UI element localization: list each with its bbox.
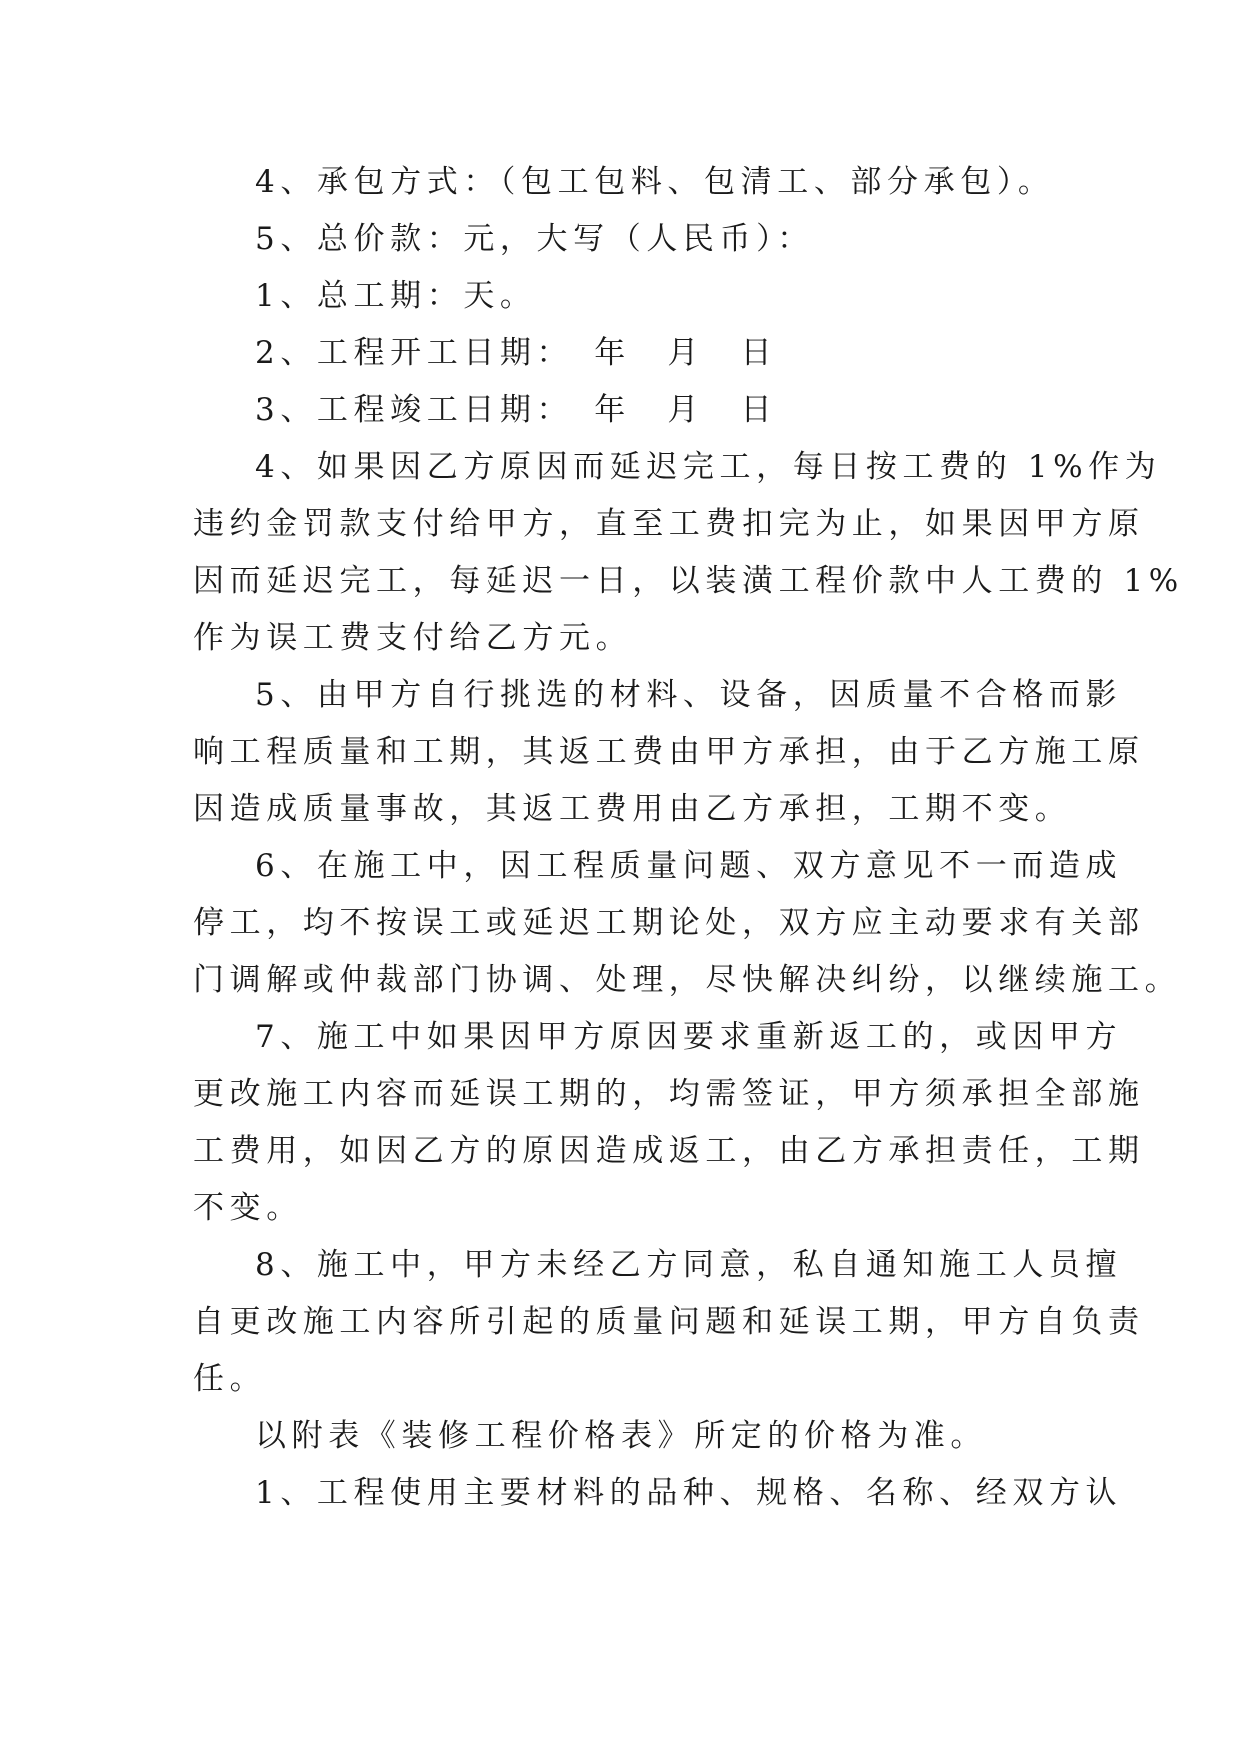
text-line: 停工，均不按误工或延迟工期论处，双方应主动要求有关部 (193, 905, 1145, 941)
text-line: 门调解或仲裁部门协调、处理，尽快解决纠纷，以继续施工。 (193, 962, 1182, 998)
text-line: 自更改施工内容所引起的质量问题和延误工期，甲方自负责 (193, 1304, 1145, 1340)
text-line: 8、施工中，甲方未经乙方同意，私自通知施工人员擅 (255, 1247, 1123, 1283)
text-line: 违约金罚款支付给甲方，直至工费扣完为止，如果因甲方原 (193, 506, 1145, 542)
text-line: 因造成质量事故，其返工费用由乙方承担，工期不变。 (193, 791, 1072, 827)
text-line: 4、承包方式：（包工包料、包清工、部分承包）。 (255, 164, 1055, 200)
text-line: 5、由甲方自行挑选的材料、设备，因质量不合格而影 (255, 677, 1123, 713)
text-line: 更改施工内容而延误工期的，均需签证，甲方须承担全部施 (193, 1076, 1145, 1112)
text-line: 工费用，如因乙方的原因造成返工，由乙方承担责任，工期 (193, 1133, 1145, 1169)
text-line: 因而延迟完工，每延迟一日，以装潢工程价款中人工费的 1% (193, 563, 1184, 599)
text-line: 6、在施工中，因工程质量问题、双方意见不一而造成 (255, 848, 1123, 884)
text-line: 4、如果因乙方原因而延迟完工，每日按工费的 1%作为 (255, 449, 1162, 485)
text-line: 任。 (193, 1361, 267, 1397)
text-line: 3、工程竣工日期： 年 月 日 (255, 392, 778, 428)
text-line: 以附表《装修工程价格表》所定的价格为准。 (255, 1418, 987, 1454)
text-line: 5、总价款：元，大写（人民币）： (255, 221, 814, 257)
text-line: 响工程质量和工期，其返工费由甲方承担，由于乙方施工原 (193, 734, 1145, 770)
text-line: 1、总工期：天。 (255, 278, 537, 314)
text-line: 1、工程使用主要材料的品种、规格、名称、经双方认 (255, 1475, 1123, 1511)
text-line: 7、施工中如果因甲方原因要求重新返工的，或因甲方 (255, 1019, 1123, 1055)
text-line: 不变。 (193, 1190, 303, 1226)
text-line: 作为误工费支付给乙方元。 (193, 620, 633, 656)
text-line: 2、工程开工日期： 年 月 日 (255, 335, 778, 371)
